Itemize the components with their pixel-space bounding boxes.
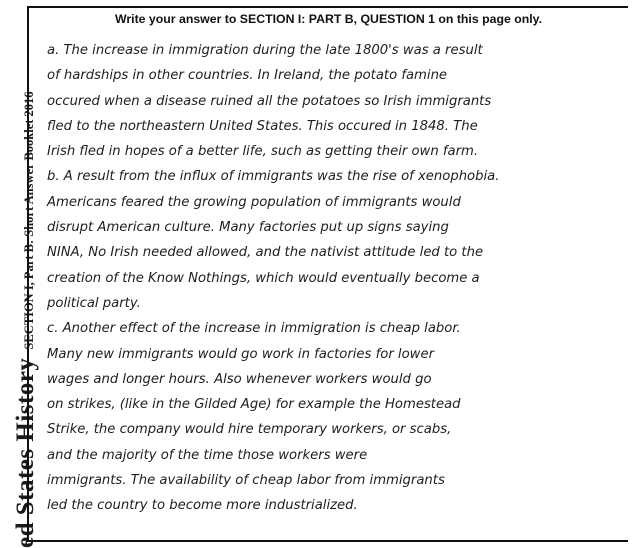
answer-line: political party. xyxy=(47,295,141,311)
answer-line: Americans feared the growing population of immigrants would xyxy=(47,194,461,210)
answer-line: and the majority of the time those workers were xyxy=(47,447,368,463)
answer-line: led the country to become more industrialized. xyxy=(47,498,358,514)
answer-line: c. Another effect of the increase in immigration is cheap labor. xyxy=(47,321,461,337)
answer-line: NINA, No Irish needed allowed, and the nativist attitude led to the xyxy=(47,245,484,261)
answer-line: a. The increase in immigration during the late 1800's was a result xyxy=(47,43,483,58)
answer-line: wages and longer hours. Also whenever workers would go xyxy=(47,371,432,387)
answer-instruction-header: Write your answer to SECTION I: PART B, QUESTION 1 on this page only. xyxy=(114,12,543,26)
answer-line: Strike, the company would hire temporary workers, or scabs, xyxy=(47,422,452,438)
answer-line: immigrants. The availability of cheap labor from immigrants xyxy=(47,473,445,489)
subject-title: ed States History xyxy=(12,357,39,548)
booklet-side-label xyxy=(0,0,39,548)
answer-line: occured when a disease ruined all the potatoes so Irish immigrants xyxy=(47,93,492,109)
answer-line: Many new immigrants would go work in factories for lower xyxy=(47,346,434,362)
answer-line: of hardships in other countries. In Ireland, the potato famine xyxy=(47,68,448,84)
booklet-section-label: SECTION I, Part B: Short Answer Booklet 2016 xyxy=(22,91,36,350)
answer-line: creation of the Know Nothings, which would eventually become a xyxy=(47,270,480,286)
answer-line: b. A result from the influx of immigrants was the rise of xenophobia. xyxy=(47,169,500,185)
answer-line: Irish fled in hopes of a better life, such as getting their own farm. xyxy=(47,144,479,160)
answer-frame xyxy=(27,6,628,542)
handwritten-answer xyxy=(47,38,632,519)
answer-line: on strikes, (like in the Gilded Age) for example the Homestead xyxy=(47,397,461,413)
answer-line: fled to the northeastern United States. This occured in 1848. The xyxy=(47,118,478,134)
answer-line: disrupt American culture. Many factories put up signs saying xyxy=(47,220,449,236)
